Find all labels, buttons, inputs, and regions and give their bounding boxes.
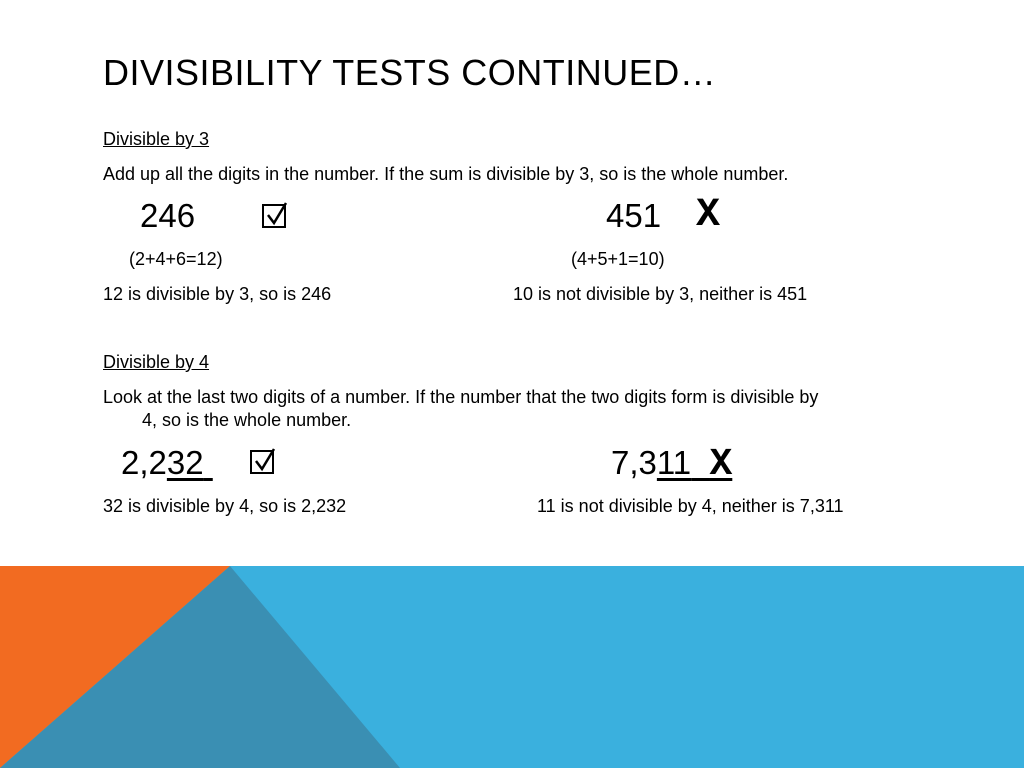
example-number-451: 451 — [606, 197, 662, 234]
explanation-7311: 11 is not divisible by 4, neither is 7,311 — [537, 496, 844, 516]
x-mark-icon: X — [696, 193, 721, 238]
digit-sum-451: (4+5+1=10) — [571, 249, 665, 269]
checkmark-icon — [250, 450, 274, 479]
checkmark-icon — [262, 204, 286, 233]
rule-divisible-by-3: Add up all the digits in the number. If the sum is divisible by 3, so is the whole number. — [103, 164, 789, 184]
number-prefix: 2,2 — [121, 444, 167, 481]
decorative-banner — [0, 566, 1024, 768]
explanation-246: 12 is divisible by 3, so is 246 — [103, 284, 332, 304]
digit-sum-246: (2+4+6=12) — [129, 249, 223, 269]
number-prefix: 7,3 — [611, 444, 657, 481]
x-mark-icon: X — [709, 443, 733, 486]
heading-divisible-by-4: Divisible by 4 — [103, 352, 210, 372]
explanation-2232: 32 is divisible by 4, so is 2,232 — [103, 496, 347, 516]
slide-title: DIVISIBILITY TESTS CONTINUED… — [103, 52, 717, 93]
rule-divisible-by-4-line1: Look at the last two digits of a number. If the number that the two digits form is divisible by — [103, 387, 819, 407]
heading-divisible-by-3: Divisible by 3 — [103, 129, 210, 149]
last-two-digits: 32 — [166, 444, 204, 481]
underline-pad — [204, 444, 213, 481]
underline-pad — [691, 444, 709, 481]
rule-divisible-by-4-line2: 4, so is the whole number. — [142, 410, 352, 430]
example-number-7311 — [611, 444, 732, 484]
explanation-451: 10 is not divisible by 3, neither is 451 — [513, 284, 808, 304]
last-two-digits: 11 — [656, 444, 692, 481]
example-number-246: 246 — [140, 197, 196, 234]
example-number-2232 — [121, 444, 213, 482]
